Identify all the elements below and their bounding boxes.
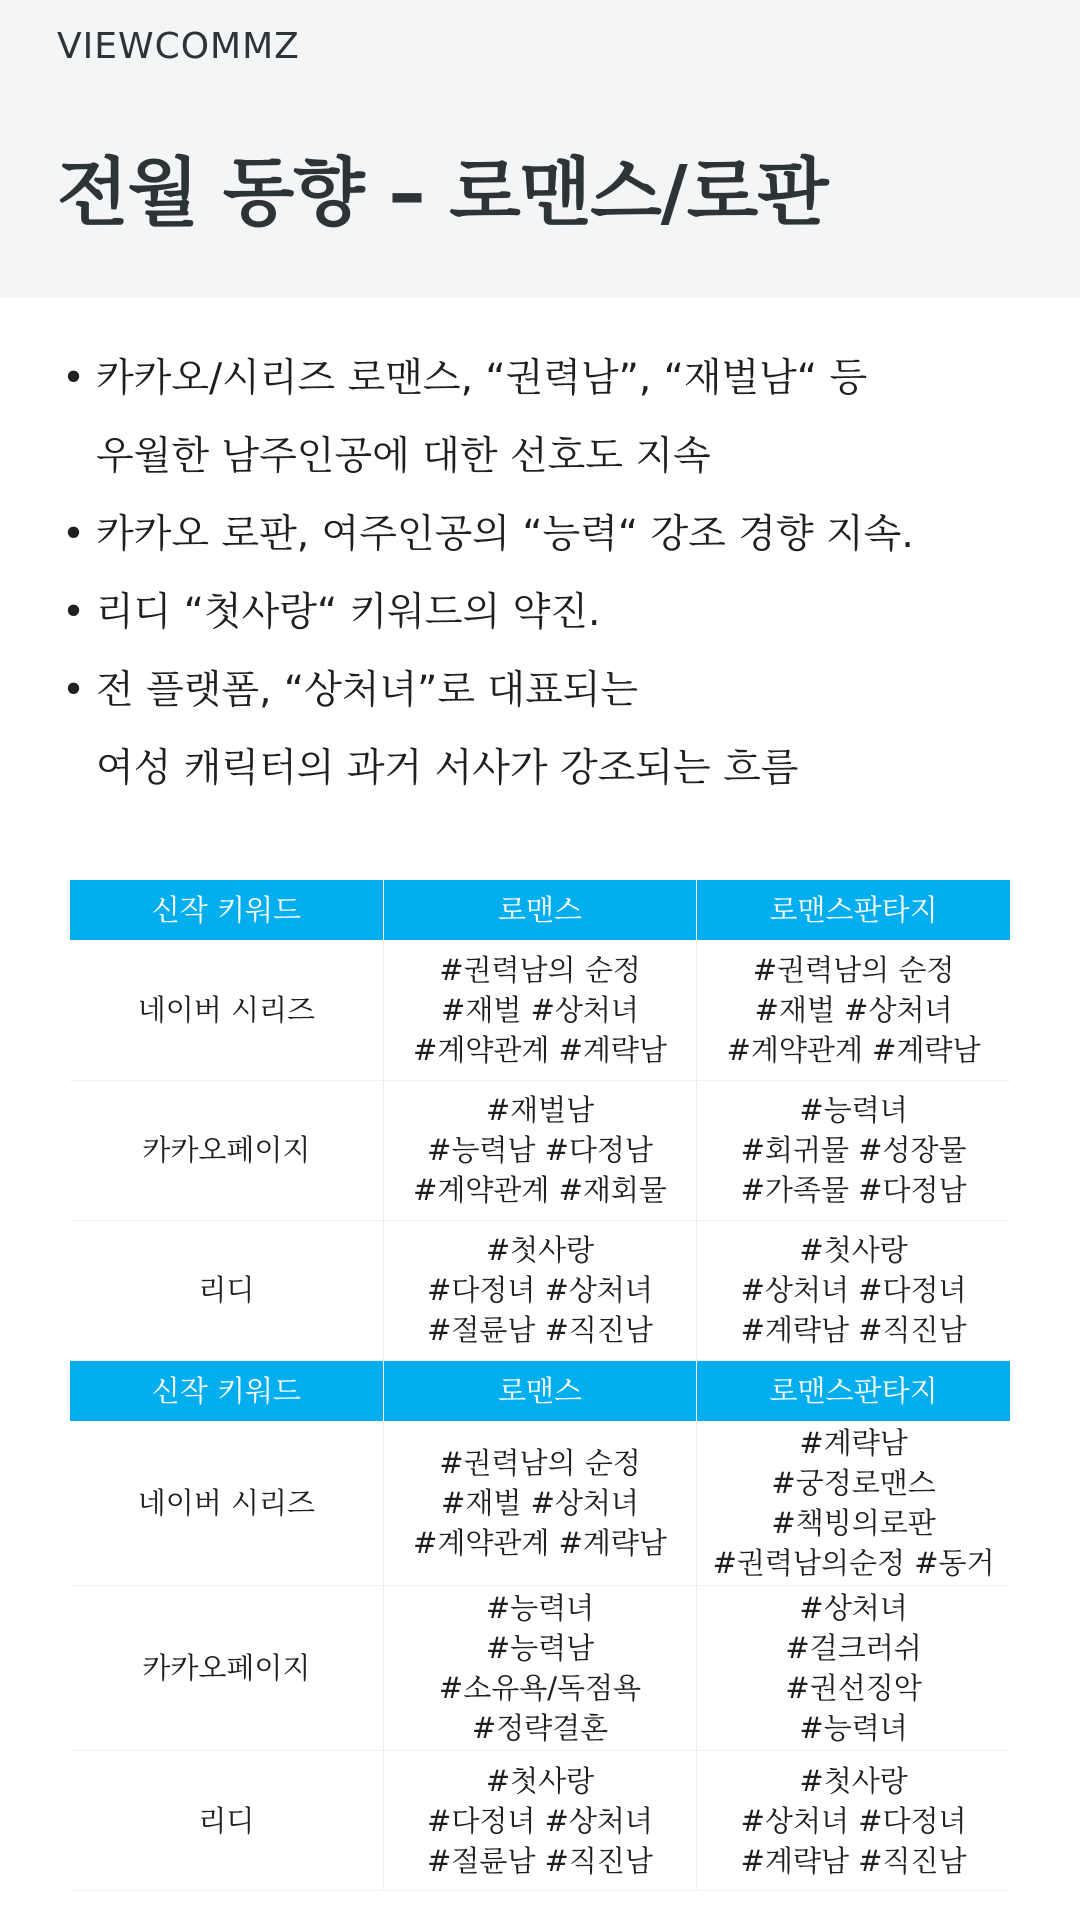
- keyword-table-2: [70, 1361, 1010, 1892]
- bullet-line: 카카오 로판, 여주인공의 “능력“ 강조 경향 지속.: [96, 512, 914, 557]
- keyword: #계약관계 #계략남: [413, 1032, 667, 1067]
- keyword: #계략남 #직진남: [740, 1843, 967, 1878]
- keyword-table-1: [70, 880, 1010, 1361]
- brand-name: VIEWCOMMZ: [57, 26, 300, 67]
- bullet-line: 카카오/시리즈 로맨스, “권력남”, “재벌남“ 등: [96, 356, 868, 401]
- keyword: #정략결혼: [471, 1711, 609, 1745]
- header-keyword: 신작 키워드: [70, 1361, 383, 1421]
- keyword: #권력남의 순정: [752, 952, 955, 987]
- keyword: #능력녀: [799, 1711, 908, 1745]
- keyword: #가족물 #다정남: [740, 1173, 967, 1207]
- bullet-line: 리디 “첫사랑“ 키워드의 약진.: [96, 590, 601, 635]
- keyword: #다정녀 #상처녀: [427, 1273, 653, 1307]
- keyword: #소유욕/독점욕: [438, 1671, 642, 1705]
- row-label: 네이버 시리즈: [70, 940, 383, 1080]
- keyword: #계략남 #직진남: [740, 1313, 967, 1347]
- keyword: #권선징악: [785, 1671, 922, 1705]
- romance-cell: [383, 1751, 696, 1891]
- keyword: #다정녀 #상처녀: [427, 1803, 653, 1838]
- keyword: #능력남 #다정남: [427, 1133, 653, 1167]
- keyword: #절륜남 #직진남: [427, 1843, 653, 1878]
- header-romance: 로맨스: [383, 880, 696, 940]
- bullet-dot-icon: •: [62, 356, 86, 401]
- header-rofan: 로맨스판타지: [697, 880, 1010, 940]
- keyword: #재벌남: [485, 1093, 595, 1127]
- keyword: #계약관계 #계략남: [726, 1032, 981, 1067]
- summary-bullets: [62, 340, 1042, 808]
- rofan-cell: [697, 1080, 1010, 1220]
- table-header-row: [70, 1361, 1010, 1421]
- keyword: #상처녀 #다정녀: [740, 1803, 967, 1838]
- keyword: #첫사랑: [799, 1233, 908, 1267]
- table-row: [70, 1220, 1010, 1360]
- romance-cell: [383, 1080, 696, 1220]
- keyword: #궁정로맨스: [771, 1465, 936, 1500]
- bullet-line: 우월한 남주인공에 대한 선호도 지속: [96, 434, 711, 479]
- keyword: #재벌 #상처녀: [441, 992, 639, 1027]
- table-header-row: [70, 880, 1010, 940]
- bullet-item: [62, 340, 1042, 496]
- keyword: #능력남: [485, 1631, 595, 1665]
- bullet-item: [62, 496, 1042, 574]
- bullet-dot-icon: •: [62, 512, 86, 557]
- table-row: [70, 1751, 1010, 1891]
- row-label: 네이버 시리즈: [70, 1421, 383, 1586]
- keyword: #절륜남 #직진남: [427, 1313, 653, 1347]
- header-romance: 로맨스: [383, 1361, 696, 1421]
- keyword: #회귀물 #성장물: [740, 1133, 967, 1167]
- header-rofan: 로맨스판타지: [697, 1361, 1010, 1421]
- header-keyword: 신작 키워드: [70, 880, 383, 940]
- keyword: #상처녀 #다정녀: [740, 1273, 967, 1307]
- romance-cell: [383, 1586, 696, 1751]
- table-row: [70, 1421, 1010, 1586]
- keyword: #상처녀: [799, 1591, 908, 1625]
- bullet-item: [62, 652, 1042, 808]
- keyword: #능력녀: [799, 1093, 908, 1127]
- table-row: [70, 1586, 1010, 1751]
- rofan-cell: [697, 1220, 1010, 1360]
- bullet-dot-icon: •: [62, 590, 86, 635]
- keyword: #계약관계 #계략남: [413, 1525, 667, 1560]
- keyword: #첫사랑: [485, 1233, 595, 1267]
- page-header: [0, 0, 1080, 298]
- keyword: #권력남의 순정: [439, 952, 641, 987]
- romance-cell: [383, 1220, 696, 1360]
- keyword: #권력남의순정 #동거: [712, 1545, 995, 1580]
- rofan-cell: [697, 1586, 1010, 1751]
- rofan-cell: [697, 940, 1010, 1080]
- keyword: #능력녀: [485, 1591, 595, 1625]
- bullet-dot-icon: •: [62, 668, 86, 713]
- keyword: #재벌 #상처녀: [754, 992, 953, 1027]
- bullet-line: 여성 캐릭터의 과거 서사가 강조되는 흐름: [96, 746, 799, 791]
- row-label: 리디: [70, 1220, 383, 1360]
- romance-cell: [383, 1421, 696, 1586]
- rofan-cell: [697, 1751, 1010, 1891]
- row-label: 카카오페이지: [70, 1586, 383, 1751]
- keyword-tables: [70, 880, 1010, 1891]
- keyword: #책빙의로판: [771, 1505, 936, 1540]
- page-title: 전월 동향 – 로맨스/로판: [57, 150, 828, 236]
- table-row: [70, 1080, 1010, 1220]
- keyword: #계략남: [799, 1425, 908, 1460]
- keyword: #권력남의 순정: [439, 1445, 641, 1480]
- romance-cell: [383, 940, 696, 1080]
- rofan-cell: [697, 1421, 1010, 1586]
- bullet-item: [62, 574, 1042, 652]
- table-row: [70, 940, 1010, 1080]
- row-label: 리디: [70, 1751, 383, 1891]
- keyword: #첫사랑: [799, 1763, 908, 1798]
- row-label: 카카오페이지: [70, 1080, 383, 1220]
- bullet-line: 전 플랫폼, “상처녀”로 대표되는: [96, 668, 639, 713]
- keyword: #계약관계 #재회물: [413, 1173, 667, 1207]
- keyword: #재벌 #상처녀: [441, 1485, 639, 1520]
- keyword: #걸크러쉬: [785, 1631, 922, 1665]
- keyword: #첫사랑: [485, 1763, 595, 1798]
